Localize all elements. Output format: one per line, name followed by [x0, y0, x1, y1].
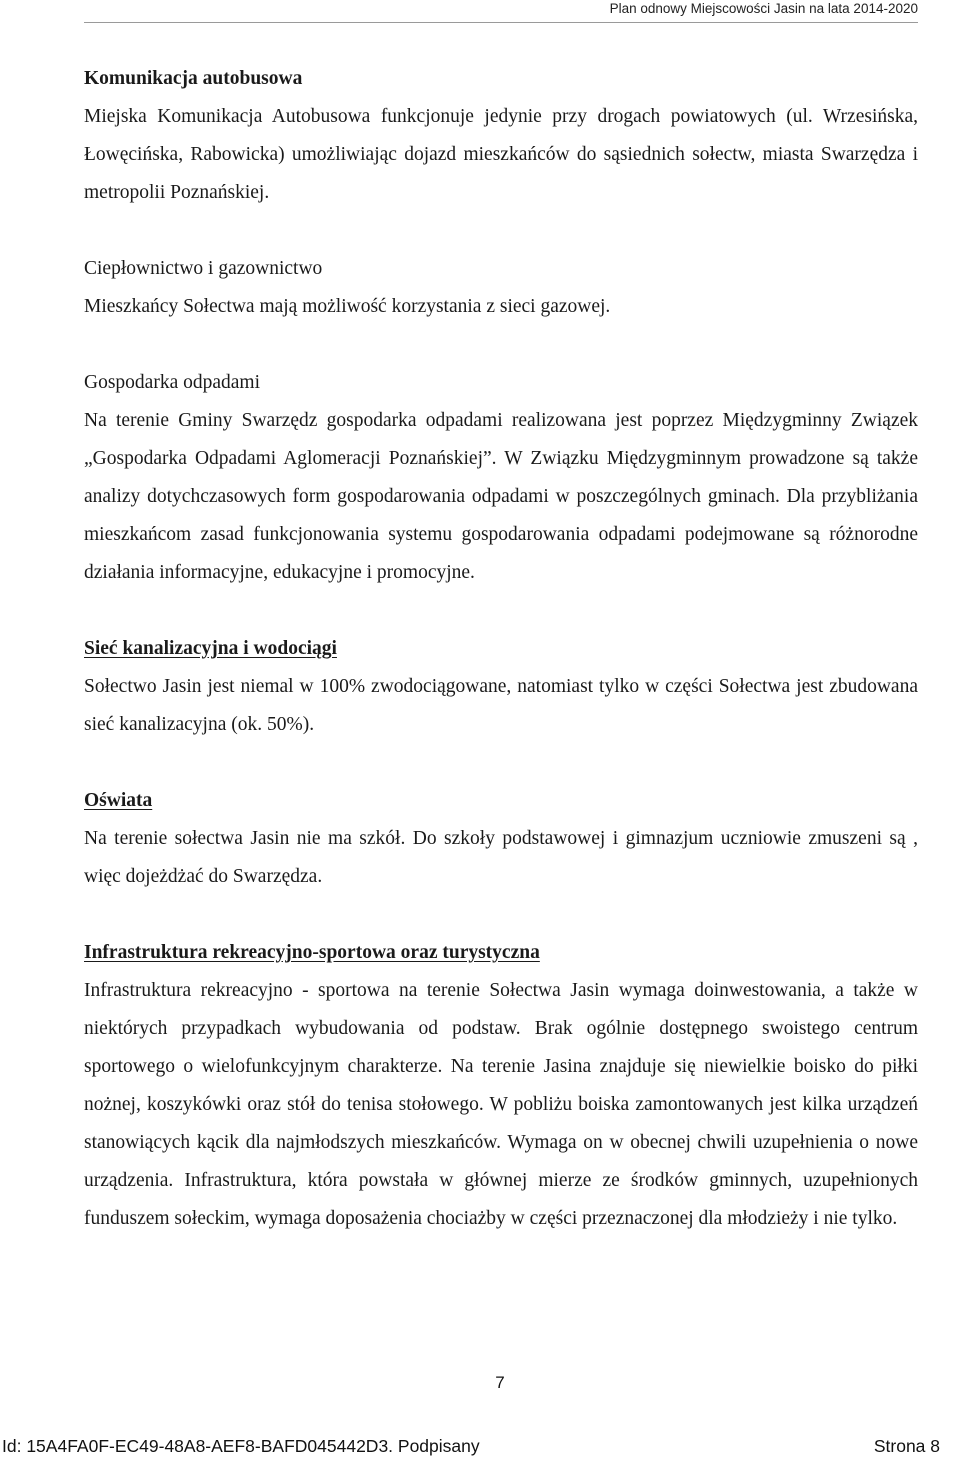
section-cieplownictwo [84, 250, 918, 326]
footer-bar [0, 1436, 960, 1458]
section-gospodarka-odpadami [84, 364, 918, 592]
section-heading: Sieć kanalizacyjna i wodociągi [84, 638, 337, 659]
section-paragraph: Na terenie sołectwa Jasin nie ma szkół. Do szkoły podstawowej i gimnazjum uczniowie zmuszeni są , więc dojeżdżać do Swarzędza. [84, 828, 918, 887]
section-infrastruktura [84, 934, 918, 1238]
running-header-title: Plan odnowy Miejscowości Jasin na lata 2014-2020 [609, 1, 918, 16]
footer-document-id: Id: 15A4FA0F-EC49-48A8-AEF8-BAFD045442D3. Podpisany [2, 1436, 480, 1456]
page-number: 7 [495, 1373, 505, 1392]
section-paragraph: Miejska Komunikacja Autobusowa funkcjonuje jedynie przy drogach powiatowych (ul. Wrzesińska, Łowęcińska, Rabowicka) umożliwiając dojazd mieszkańców do sąsiednich sołectw, miasta Swarzędza i metropolii Poznańskiej. [84, 106, 918, 203]
section-heading: Oświata [84, 790, 153, 811]
section-heading: Ciepłownictwo i gazownictwo [84, 258, 323, 279]
section-heading: Komunikacja autobusowa [84, 68, 303, 89]
section-kanalizacja [84, 630, 918, 744]
section-komunikacja [84, 60, 918, 212]
section-paragraph: Infrastruktura rekreacyjno - sportowa na terenie Sołectwa Jasin wymaga doinwestowania, a także w niektórych przypadkach wybudowania od podstaw. Brak ogólnie dostępnego swoistego centrum sportowego o wielofunkcyjnym charakterze. Na terenie Jasina znajduje się niewielkie boisko do piłki nożnej, koszykówki oraz stół do tenisa stołowego. W pobliżu boiska zamontowanych jest kilka urządzeń stanowiących kącik dla najmłodszych mieszkańców. Wymaga on w obecnej chwili uzupełnienia o nowe urządzenia. Infrastruktura, która powstała w głównej mierze ze środków gminnych, uzupełnionych funduszem sołeckim, wymaga doposażenia chociażby w części przeznaczonej dla młodzieży i nie tylko. [84, 980, 918, 1229]
section-paragraph: Sołectwo Jasin jest niemal w 100% zwodociągowane, natomiast tylko w części Sołectwa jest zbudowana sieć kanalizacyjna (ok. 50%). [84, 676, 918, 735]
footer-page-label: Strona 8 [873, 1436, 940, 1456]
document-body [84, 60, 918, 1238]
section-oswiata [84, 782, 918, 896]
header-divider [84, 22, 918, 23]
section-paragraph: Na terenie Gminy Swarzędz gospodarka odpadami realizowana jest poprzez Międzygminny Związek „Gospodarka Odpadami Aglomeracji Poznańskiej”. W Związku Międzygminnym prowadzone są także analizy dotychczasowych form gospodarowania odpadami w poszczególnych gminach. Dla przybliżania mieszkańcom zasad funkcjonowania systemu gospodarowania odpadami podejmowane są różnorodne działania informacyjne, edukacyjne i promocyjne. [84, 410, 918, 583]
section-paragraph: Mieszkańcy Sołectwa mają możliwość korzystania z sieci gazowej. [84, 296, 611, 317]
section-heading: Gospodarka odpadami [84, 372, 260, 393]
section-heading: Infrastruktura rekreacyjno-sportowa oraz turystyczna [84, 942, 540, 963]
